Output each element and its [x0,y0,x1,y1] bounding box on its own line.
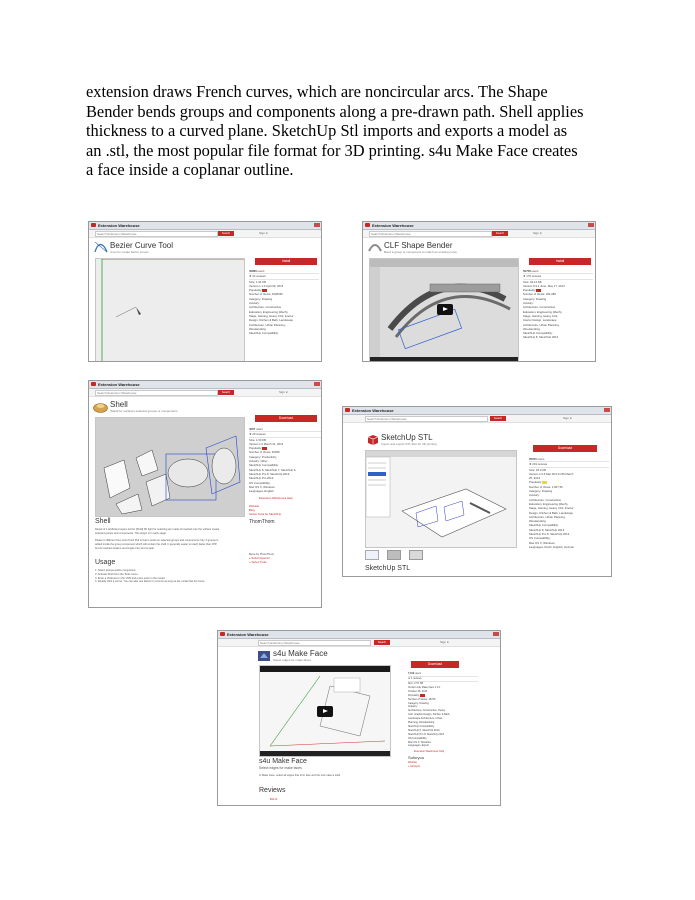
detail-line: Industry: [529,493,540,498]
extension-subtitle: A tool to create bézier curves [110,250,149,254]
detail-line: Languages: Export [408,744,429,748]
search-bar [89,389,321,397]
detail-line: Size: 1.91 KB [249,279,319,284]
detail-line: Size: 1.50 KB [249,437,321,442]
screenshot-viewport [95,417,245,517]
detail-line: Version 0.9.1 June, May 17, 2013 [523,283,565,288]
detail-line: SketchUp Compatibility: [523,331,553,336]
detail-line: Number of Views: 40356 [249,450,280,455]
detail-line: SketchUp Compatibility: [249,331,279,336]
extension-title: Bezier Curve Tool [110,241,173,250]
window-titlebar [89,222,321,230]
reviews-heading: Reviews [259,787,286,794]
search-button[interactable]: Search [374,640,390,645]
play-icon[interactable] [317,706,333,717]
user-count: 40866 users [249,269,265,273]
window-titlebar [363,222,595,230]
detail-line: Stage, Gaming, Heavy Civil, Interior [249,313,294,318]
detail-line: Architecture, Urban Planning, [529,514,566,519]
paragraph-line: Bender bends groups and components along a pre-drawn path. Shell applies [86,101,584,121]
video-player[interactable] [259,665,391,757]
author-name: ThomThom [249,518,275,525]
users-value: 50758 [523,269,531,273]
search-bar [343,415,611,423]
extension-title: CLF Shape Bender [384,241,453,250]
detail-line: SketchUp 8, SketchUp 7, SketchUp 6, [249,467,297,472]
stl-preview [366,451,516,547]
shell-preview [96,418,244,516]
user-count: 50758 users [523,269,539,273]
search-button[interactable]: Search [492,231,508,236]
search-input[interactable]: Search Extension Warehouse [365,416,488,422]
paragraph-line: extension draws French curves, which are noncircular arcs. The Shape [86,82,548,101]
detail-line: SketchUp 8, SketchUp 2013, [529,527,565,532]
detail-line: Number of Views: 18708 [408,697,436,701]
description-heading: SketchUp STL [365,565,411,572]
detail-line: Architecture, Urban Planning, [523,322,560,327]
usage-steps: 1. Select groups and/or component. 2. Activate Shell from the Tools menu. 3. Enter a thickness in the VCB and press enter in the model. 4. Double-click a corner. You can also use Return to commit as long as the model has the focus. [95,569,206,584]
detail-line: Category: Drawing [523,296,547,301]
detail-line: SketchUp Pro 8, SketchUp 2013 [529,532,570,537]
sign-in-link[interactable]: Sign in [533,231,543,235]
window-title: Extension Warehouse [352,408,394,413]
search-input[interactable]: Search Extension Warehouse [95,390,218,396]
app-icon [220,632,225,636]
detail-line: OS Compatibility: [249,480,271,485]
close-icon[interactable] [314,223,320,227]
detail-line: Version 1.0 March 21, 2013 [249,441,284,446]
close-icon[interactable] [604,408,610,412]
install-button[interactable]: Install [529,258,591,265]
popularity: Popularity [529,480,609,484]
sketchup-stl-logo-icon [367,434,379,446]
search-input[interactable]: Search Extension Warehouse [95,231,218,237]
rating: ★ 29 reviews [249,431,321,436]
window-title: Extension Warehouse [227,632,269,637]
extension-title: Shell [110,400,128,409]
detail-line: Architecture, Construction, [249,305,282,310]
detail-line: Planning, Woodworking [408,721,435,725]
search-button[interactable]: Search [218,390,234,395]
description-subheading: Select edges for make faces [259,766,302,770]
detail-line: Industry: Other [249,459,268,464]
sign-in-link[interactable]: Sign in [440,640,450,644]
sign-in-link[interactable]: Sign in [279,390,289,394]
extension-details [249,269,319,335]
detail-line: Industry: [249,301,260,306]
detail-line: Category: Drawing [529,489,553,494]
download-button[interactable]: Download [411,661,459,668]
detail-line: Civil, Graphic Design, Kitchen & Bath, [408,713,450,717]
detail-line: Number of Views: 1028435 [249,292,283,297]
detail-line: Education, Engineering (Mech), [529,501,569,506]
detail-line: SketchUp Pro 8, SketchUp 2013 [408,732,444,736]
window-titlebar [343,407,611,415]
detail-line: Woodworking [249,326,266,331]
detail-line: Stage, Gaming, Heavy Civil, Interior [529,506,574,511]
detail-line: Stage, Gaming, Heavy Civil, [523,313,558,318]
search-button[interactable]: Search [490,416,506,421]
popularity: Popularity [408,694,478,698]
detail-line: Design, Kitchen & Bath, Landscape [529,510,574,515]
close-icon[interactable] [493,632,499,636]
detail-line: SketchUp Pro 2013 [249,476,274,481]
detail-line: Mac OS X, Windows [249,484,275,489]
close-icon[interactable] [588,223,594,227]
detail-line: Number of Views: 1,607,56 [529,484,563,489]
description-heading: Shell [95,518,111,525]
detail-line: Category: Productivity [249,454,277,459]
author-placeholder [249,526,321,552]
detail-line: Languages: Dutch, English, German [529,544,575,549]
detail-line: Landscape Architecture, Urban [408,717,443,721]
extension-title: SketchUp STL [381,433,433,442]
screenshot-s4u-make-face [217,630,501,806]
extension-details [529,457,609,549]
shell-logo-icon [93,401,108,413]
paragraph-line: a face inside a coplanar outline. [86,160,294,180]
extension-subtitle: Bend a group or component to match an existing curve [384,250,457,254]
popularity: Popularity [523,288,593,292]
play-icon[interactable] [437,304,453,315]
popularity: Popularity [249,288,319,292]
description-text: Result of 1 artificial program led for [Shell] 3D light for selecting are made of inserted onto the surface create selected groups and components. This plugin is in early stage. Pikaso is different from Joint Push Pull is that it works on selected groups and components only. It groups is added inside the group component which will contain the shell. It generally easier to reach faster than JPP, but its nowhere feature and single entry and to task. [95,528,220,550]
popularity-meter [420,694,425,697]
detail-line: 25, 2013 [529,476,540,481]
detail-line: Size: 94.14 KB [523,279,593,284]
app-icon [365,223,370,227]
detail-line: Mac OS X, Windows [408,740,431,744]
author-link[interactable]: Website [408,761,417,765]
app-icon [91,223,96,227]
sign-in-link[interactable]: Sign in [259,231,269,235]
popularity-meter [542,481,547,484]
shape-bender-logo-icon [368,241,382,253]
detail-line: Languages: English [249,489,274,494]
rating: ★ 219 reviews [529,461,609,466]
sign-in-link[interactable]: Sign in [563,416,573,420]
thumbnail[interactable] [387,550,401,560]
users-value: 40866 [249,269,257,273]
detail-line: SketchUp Compatibility: [408,724,435,728]
body-paragraph [86,82,626,180]
detail-line: Design, Kitchen & Bath, Landscape [249,318,294,323]
detail-line: SketchUp Compatibility: [529,523,559,528]
detail-line: Woodworking [523,326,540,331]
detail-line: SketchUp 8, SketchUp 2013 [523,335,559,340]
thumbnail[interactable] [365,550,379,560]
author-link[interactable]: » Solid Inspector [249,555,270,560]
user-count: 55615 users [529,457,545,461]
description-heading: s4u Make Face [259,758,307,765]
extension-details [249,427,321,565]
extension-details [408,672,478,769]
screenshot-viewport [95,258,245,362]
more-by-author: More by ThomThom [249,551,275,556]
window-title: Extension Warehouse [98,382,140,387]
detail-line: Architecture, Construction, [523,305,556,310]
detail-line: Woodworking [529,519,546,524]
screenshot-shape-bender [362,221,596,362]
detail-line: Category: Drawing [249,296,273,301]
detail-line: Size: 18.0 KB [529,467,609,472]
vertex-tools-link[interactable]: Vertex Tools for SketchUp [249,512,282,517]
download-button[interactable]: Download [533,445,597,452]
window-titlebar [218,631,500,639]
search-input[interactable]: Search Extension Warehouse [369,231,492,237]
window-title: Extension Warehouse [372,223,414,228]
video-controls[interactable] [260,751,390,756]
detail-line: Education, Engineering (Mech), [523,309,563,314]
user-count: 4067 users [249,427,263,431]
detail-line: Version 1.1.0 April 09, 2013 [249,283,284,288]
detail-line: OS Compatibility: [529,536,551,541]
sketch-canvas [96,259,244,362]
screenshot-viewport [365,450,517,548]
author-link[interactable]: » Suforyou [408,765,421,769]
rating: ★ 44 reviews [249,273,319,278]
detail-line: Version 1.0.6 Mar 09 0:11:56 March [529,471,574,476]
users-value: 7,109 [408,672,415,675]
extension-subtitle: Select edges for make faces [273,658,311,662]
rating: ★ 176 reviews [523,273,593,278]
help-link[interactable]: Extension Warehouse Help [414,750,445,754]
search-bar [218,639,500,647]
detail-line: Mac OS X, Windows [529,540,555,545]
users-value: 4067 [249,427,256,431]
search-bar [89,230,321,238]
screenshot-sketchup-stl [342,406,612,577]
detail-line: SketchUp 8, SketchUp 2013, [408,728,441,732]
author-name: Suforyou [408,755,425,761]
detail-line: October 26, 2013 [408,689,428,693]
detail-line: Category: Drawing [408,701,429,705]
popularity: Popularity [249,446,321,450]
extension-subtitle: Import and export STL files for 3D printing [381,442,437,446]
thumbnail[interactable] [409,550,423,560]
detail-line: Version s4u Make Face 1.0.1 [408,685,441,689]
detail-line: Architecture, Urban Planning, [249,322,286,327]
website-link[interactable]: Website [249,503,260,508]
close-icon[interactable] [314,382,320,386]
detail-line: Education, Engineering (Mech), [249,309,289,314]
video-player[interactable] [369,258,519,362]
extension-details [523,269,593,340]
detail-line: OS Compatibility: [408,736,428,740]
video-controls[interactable] [370,357,518,362]
usage-heading: Usage [95,559,116,566]
detail-line: Size: 2.57 KB [408,681,478,686]
blog-link[interactable]: Blog [249,508,255,513]
thumbnail-strip [365,550,515,560]
s4u-logo-icon [258,651,270,661]
download-button[interactable]: Download [255,415,317,422]
search-bar [363,230,595,238]
user-count: 7,109 users [408,672,422,675]
window-title: Extension Warehouse [98,223,140,228]
detail-line: Architecture, Construction, [529,497,562,502]
rating: ★ 1 reviews [408,676,478,681]
paragraph-line: thickness to a curved plane. SketchUp Stl imports and exports a model as [86,121,568,141]
help-link[interactable]: Extension Warehouse Help [259,496,293,501]
extension-title: s4u Make Face [273,649,328,658]
users-value: 55615 [529,457,537,461]
window-titlebar [89,381,321,389]
reviewer-name[interactable]: Bob R. [270,798,278,801]
install-button[interactable]: Install [255,258,317,265]
detail-line: Interior Design, Landscape [523,318,557,323]
detail-line: Industry: [523,301,534,306]
detail-line: SketchUp Compatibility: [249,463,279,468]
author-link[interactable]: » Vertex Tools [249,560,267,565]
search-input[interactable]: Search Extension Warehouse [258,640,371,646]
app-icon [345,408,350,412]
paragraph-line: an .stl, the most popular file format for 3D printing. s4u Make Face creates [86,140,578,160]
screenshot-shell [88,380,322,608]
detail-line: SketchUp Pro 8, SketchUp 2013, [249,471,291,476]
detail-line: Industry: [408,705,418,709]
detail-line: Number of Views: 181,080 [523,292,556,297]
screenshot-bezier-curve-tool [88,221,322,362]
search-button[interactable]: Search [218,231,234,236]
bezier-logo-icon [94,241,108,253]
description-text: In Make Face, select all edges that form face and the tool make a solid [259,774,341,777]
app-icon [91,382,96,386]
detail-line: Architecture, Construction, Heavy [408,709,446,713]
extension-subtitle: [Shell] for surfaces selected groups or components [110,409,178,413]
